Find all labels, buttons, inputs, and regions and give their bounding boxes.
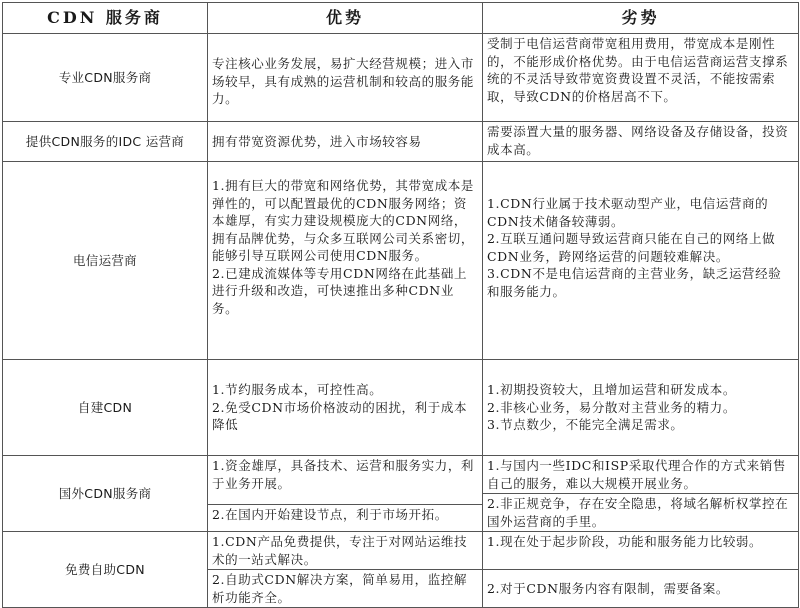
cons-item: 3.节点数少，不能完全满足需求。	[487, 417, 684, 433]
header-row	[3, 3, 799, 34]
pros-cell	[208, 122, 483, 162]
header-type: CDN 服务商	[3, 3, 208, 34]
cons-item: 1.与国内一些IDC和ISP采取代理合作的方式来销售自己的服务，难以大规模开展业务。	[487, 458, 786, 491]
provider-type: 专业CDN服务商	[3, 34, 208, 122]
cons-item: 2.非正规竞争，存在安全隐患，将域名解析权掌控在国外运营商的手里。	[483, 494, 798, 532]
cons-item: 2.非核心业务，易分散对主营业务的精力。	[487, 399, 736, 415]
cons-item: 1.CDN行业属于技术驱动型产业，电信运营商的CDN技术储备较薄弱。	[487, 196, 769, 229]
table-row	[3, 456, 799, 532]
pros-cell	[208, 34, 483, 122]
pros-item: 2.已建成流媒体等专用CDN网络在此基础上进行升级和改造，可快速推出多种CDN业务。	[212, 265, 468, 316]
pros-item: 1.拥有巨大的带宽和网络优势，其带宽成本是弹性的，可以配置最优的CDN服务网络；资本雄厚，有实力建设规模庞大的CDN网络，拥有品牌优势，与众多互联网公司关系密切，能够引导互联网公司使用CDN服务。	[212, 178, 475, 263]
pros-cell	[208, 456, 483, 532]
cons-item: 3.CDN不是电信运营商的主营业务，缺乏运营经验和服务能力。	[487, 266, 782, 299]
provider-type: 提供CDN服务的IDC 运营商	[3, 122, 208, 162]
pros-item: 2.自助式CDN解决方案，简单易用，监控解析功能齐全。	[208, 570, 482, 608]
table-row	[3, 122, 799, 162]
table-row	[3, 34, 799, 122]
table-row	[3, 162, 799, 360]
cons-text: 需要添置大量的服务器、网络设备及存储设备，投资成本高。	[483, 122, 799, 162]
pros-item: 1.资金雄厚，具备技术、运营和服务实力，利于业务开展。	[212, 458, 475, 491]
cons-cell	[483, 532, 799, 608]
cons-subtable	[483, 456, 798, 531]
header-pros: 优势	[208, 3, 483, 34]
pros-item: 2.在国内开始建设节点，利于市场开拓。	[208, 505, 482, 531]
pros-cell	[208, 360, 483, 456]
provider-type: 免费自助CDN	[3, 532, 208, 608]
cons-item: 2.互联互通问题导致运营商只能在自己的网络上做CDN业务，跨网络运营的问题较难解决。	[487, 231, 776, 264]
pros-text: 专注核心业务发展，易扩大经营规模；进入市场较早，具有成熟的运营机制和较高的服务能力。	[212, 56, 475, 106]
cons-cell	[483, 360, 799, 456]
pros-subtable	[208, 456, 482, 531]
cons-cell	[483, 162, 799, 360]
header-cons: 劣势	[483, 3, 799, 34]
provider-type: 自建CDN	[3, 360, 208, 456]
cons-item: 1.现在处于起步阶段，功能和服务能力比较弱。	[487, 534, 763, 549]
provider-type: 电信运营商	[3, 162, 208, 360]
pros-item: 1.节约服务成本，可控性高。	[212, 382, 383, 398]
cons-text: 受制于电信运营商带宽租用费用，带宽成本是刚性的，不能形成价格优势。由于电信运营商运营支撑系统的不灵活导致带宽资费设置不灵活，不能按需索取，导致CDN的价格居高不下。	[483, 34, 799, 122]
pros-item: 1.CDN产品免费提供，专注于对网站运维技术的一站式解决。	[212, 534, 468, 567]
pros-item: 2.免受CDN市场价格波动的困扰，利于成本降低	[212, 399, 468, 433]
cons-item: 2.对于CDN服务内容有限制，需要备案。	[483, 570, 798, 608]
provider-type: 国外CDN服务商	[3, 456, 208, 532]
pros-text: 拥有带宽资源优势，进入市场较容易	[212, 133, 422, 149]
cdn-comparison-table	[2, 2, 799, 608]
cons-cell	[483, 456, 799, 532]
pros-cell	[208, 532, 483, 608]
cons-item: 1.初期投资较大，且增加运营和研发成本。	[487, 382, 736, 398]
pros-cell	[208, 162, 483, 360]
table-row	[3, 532, 799, 608]
table-row	[3, 360, 799, 456]
